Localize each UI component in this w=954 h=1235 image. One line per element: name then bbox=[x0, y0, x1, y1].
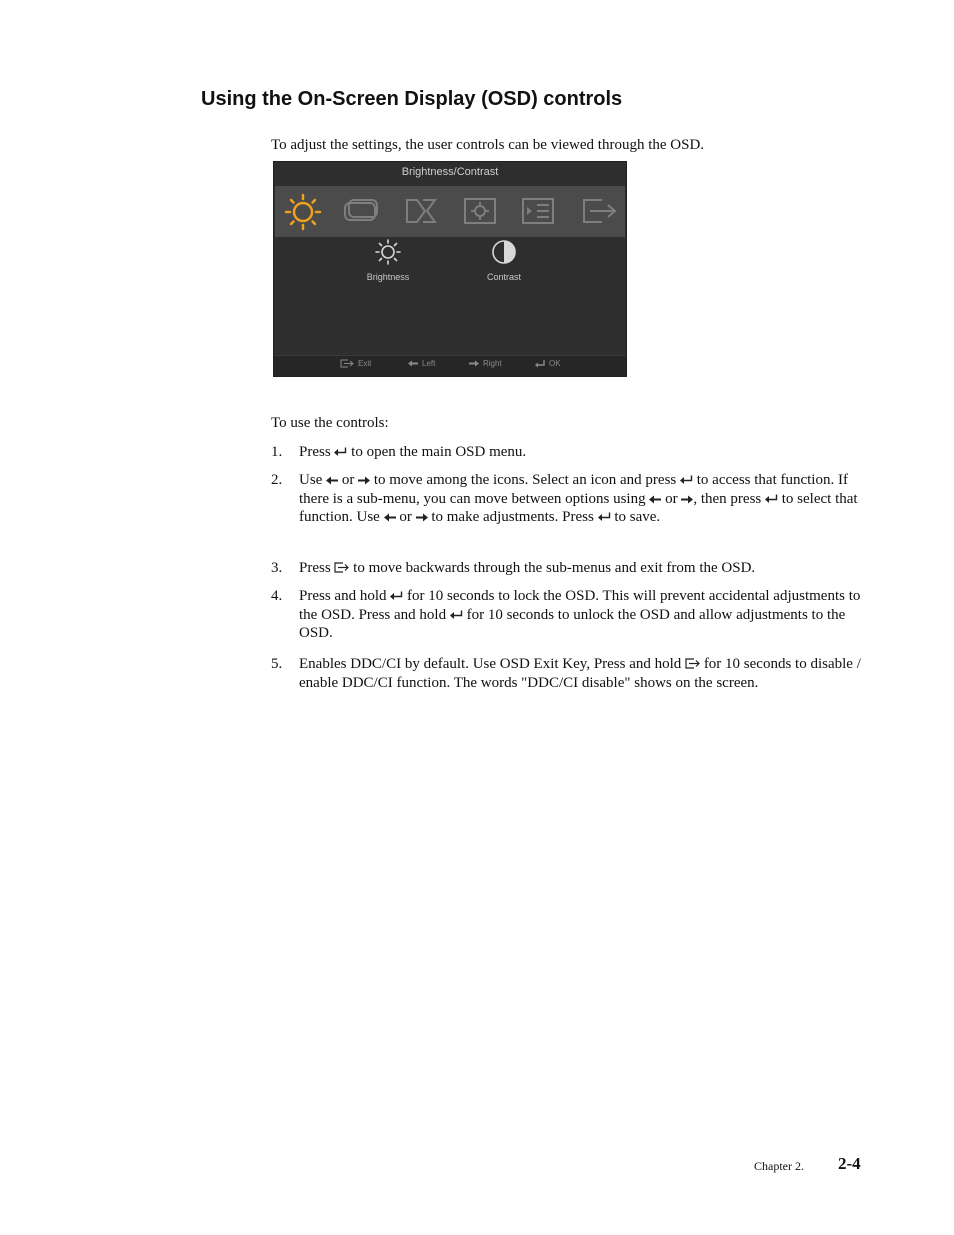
advanced-icon[interactable] bbox=[521, 196, 555, 226]
exit-nav-icon bbox=[340, 359, 354, 368]
osd-menu bbox=[273, 161, 627, 377]
page-number: 2-4 bbox=[838, 1154, 861, 1173]
osd-nav-ok[interactable] bbox=[535, 359, 561, 368]
osd-nav-exit[interactable] bbox=[340, 359, 371, 368]
step-text: to open the main OSD menu. bbox=[351, 444, 527, 460]
step-text: to select that function. Use bbox=[299, 490, 858, 525]
osd-nav-left[interactable] bbox=[408, 359, 435, 368]
brightness-icon[interactable] bbox=[283, 192, 323, 232]
osd-nav-label: Right bbox=[483, 359, 502, 368]
page-title: Using the On-Screen Display (OSD) controls bbox=[201, 88, 623, 110]
enter-key-icon bbox=[390, 591, 403, 601]
step-text: for 10 seconds to lock the OSD. This will prevent accidental adjustments to the OSD. Press and hold bbox=[299, 588, 861, 623]
enter-key-icon bbox=[334, 447, 347, 457]
enter-key-icon bbox=[598, 512, 611, 522]
right-key-icon bbox=[358, 476, 370, 485]
step-text: Use bbox=[299, 472, 323, 488]
step-number: 1. bbox=[271, 444, 283, 460]
left-key-icon bbox=[326, 476, 338, 485]
step-number: 3. bbox=[271, 560, 283, 576]
step-number: 4. bbox=[271, 588, 283, 604]
step-text: Press bbox=[299, 444, 331, 460]
right-arrow-icon bbox=[469, 360, 479, 367]
options-icon[interactable] bbox=[463, 196, 497, 226]
to-use-text: To use the controls: bbox=[271, 415, 389, 431]
brightness-small-icon bbox=[374, 238, 402, 266]
osd-sub-contrast[interactable] bbox=[474, 238, 534, 282]
osd-nav-label: Left bbox=[422, 359, 436, 368]
left-key-icon bbox=[384, 513, 396, 522]
step-text: for 10 seconds to unlock the OSD and allow adjustments to the OSD. bbox=[299, 606, 846, 641]
contrast-icon bbox=[490, 238, 518, 266]
step-text: or bbox=[665, 490, 678, 507]
step-text: Press and hold bbox=[299, 588, 387, 604]
step-text: to save. bbox=[614, 509, 661, 525]
exit-key-icon bbox=[334, 562, 349, 573]
image-setup-icon[interactable] bbox=[343, 196, 379, 226]
osd-nav-right[interactable] bbox=[469, 359, 502, 368]
step-text: to move backwards through the sub-menus and exit from the OSD. bbox=[353, 560, 756, 576]
step-text: Press bbox=[299, 560, 331, 576]
left-key-icon bbox=[649, 495, 661, 504]
osd-nav-label: OK bbox=[549, 359, 561, 368]
step-text: to make adjustments. Press bbox=[431, 509, 594, 525]
footer-chapter: Chapter 2. bbox=[754, 1159, 804, 1173]
osd-title: Brightness/Contrast bbox=[401, 166, 499, 178]
osd-nav-bar bbox=[274, 355, 626, 376]
right-key-icon bbox=[681, 495, 693, 504]
step-text: or bbox=[341, 472, 355, 488]
step-text: , then press bbox=[693, 490, 762, 507]
step-text: for 10 seconds to disable / enable DDC/CI function. The words "DDC/CI disable" shows on the screen. bbox=[299, 656, 861, 691]
osd-sub-label: Brightness bbox=[366, 272, 410, 282]
step-text: to move among the icons. Select an icon and press bbox=[373, 472, 677, 488]
intro-text: To adjust the settings, the user controls can be viewed through the OSD. bbox=[271, 137, 705, 153]
step-number: 5. bbox=[271, 656, 283, 672]
step-text: or bbox=[399, 509, 412, 525]
enter-key-icon bbox=[680, 475, 693, 485]
image-properties-icon[interactable] bbox=[403, 196, 439, 226]
step-number: 2. bbox=[271, 472, 283, 488]
osd-icon-bar bbox=[275, 186, 625, 237]
right-key-icon bbox=[416, 513, 428, 522]
exit-icon[interactable] bbox=[580, 196, 620, 226]
exit-key-icon bbox=[685, 658, 700, 669]
left-arrow-icon bbox=[408, 360, 418, 367]
osd-sub-label: Contrast bbox=[486, 272, 521, 282]
osd-nav-label: Exit bbox=[358, 359, 372, 368]
enter-key-icon bbox=[765, 494, 778, 504]
step-text: to access that function. If there is a sub-menu, you can move between options using bbox=[299, 472, 848, 507]
enter-key-icon bbox=[450, 610, 463, 620]
osd-sub-brightness[interactable] bbox=[358, 238, 418, 282]
enter-icon bbox=[535, 360, 545, 368]
step-text: Enables DDC/CI by default. Use OSD Exit Key, Press and hold bbox=[299, 656, 682, 672]
